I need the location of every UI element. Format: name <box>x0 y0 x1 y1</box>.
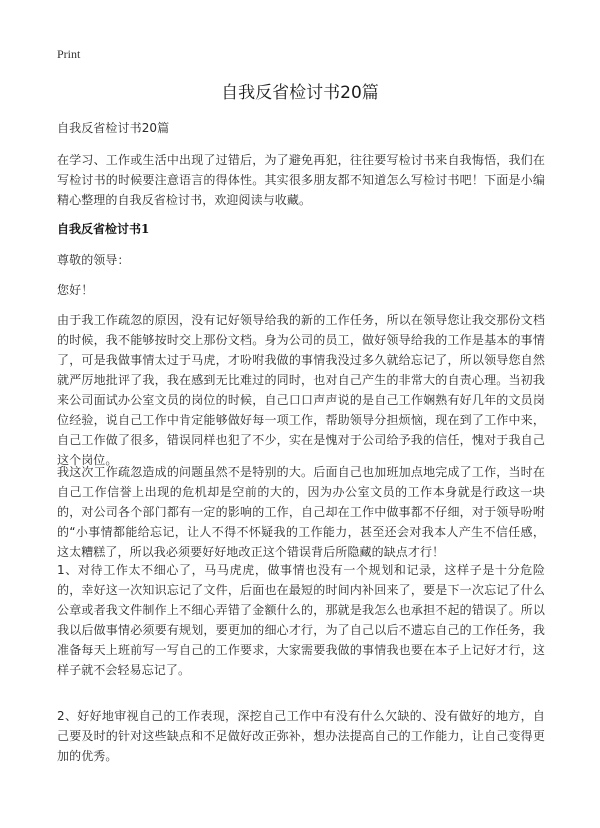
intro-paragraph: 在学习、工作或生活中出现了过错后，为了避免再犯，往往要写检讨书来自我悔悟，我们在写检讨书的时候要注意语言的得体性。其实很多朋友都不知道怎么写检讨书吧！下面是小编精心整理的自我反省检讨书，欢迎阅读与收藏。 <box>57 153 545 207</box>
salutation: 您好！ <box>57 283 94 297</box>
print-link[interactable]: Print <box>57 47 81 61</box>
document-subtitle: 自我反省检讨书20篇 <box>57 121 170 135</box>
body-paragraph-2: 我这次工作疏忽造成的问题虽然不是特别的大。后面自己也加班加点地完成了工作，当时在自己工作信誉上出现的危机却是空前的大的，因为办公室文员的工作本身就是行政这一块的，对公司各个部门都有一定的影响的工作，自己却在工作中做事都不仔细，对于领导吩咐的“小事情都能给忘记，让人不得不怀疑我的工作能力，甚至还会对我本人产生不信任感，这太糟糕了，所以我必须要好好地改正这个错误背后所隐藏的缺点才行！ <box>57 465 545 559</box>
body-paragraph-4: 2、好好地审视自己的工作表现，深挖自己工作中有没有什么欠缺的、没有做好的地方，自己要及时的针对这些缺点和不足做好改正弥补，想办法提高自己的工作能力，让自己变得更加的优秀。 <box>57 709 545 763</box>
section-heading: 自我反省检讨书1 <box>57 222 150 236</box>
body-paragraph-1: 由于我工作疏忽的原因，没有记好领导给我的新的工作任务，所以在领导您让我交那份文档的时候，我不能够按时交上那份文档。身为公司的员工，做好领导给我的工作是基本的事情了，可是我做事情太过于马虎，才吩咐我做的事情我没过多久就给忘记了，所以领导您自然就严厉地批评了我，我在感到无比难过的同时，也对自己产生的非常大的自责心理。当初我来公司面试办公室文员的岗位的时候，自己口口声声说的是自己工作娴熟有好几年的文员岗位经验，说自己工作中肯定能够做好每一项工作，帮助领导分担烦恼，现在到了工作中来，自己工作做了很多，错误同样也犯了不少，实在是愧对于公司给予我的信任，愧对于我自己这个岗位。 <box>57 313 545 467</box>
body-paragraph-3: 1、对待工作太不细心了，马马虎虎，做事情也没有一个规划和记录，这样子是十分危险的，幸好这一次知识忘记了文件，后面也在最短的时间内补回来了，要是下一次忘记了什么公章或者我文件制作上不细心弄错了金额什么的，那就是我怎么也承担不起的错误了。所以我以后做事情必须要有规划，要更加的细心才行，为了自己以后不遗忘自己的工作任务，我准备每天上班前写一写自己的工作要求，大家需要我做的事情我也要在本子上记好才行，这样子就不会轻易忘记了。 <box>57 563 545 677</box>
greeting: 尊敬的领导： <box>57 253 130 267</box>
page-title: 自我反省检讨书20篇 <box>221 83 379 103</box>
